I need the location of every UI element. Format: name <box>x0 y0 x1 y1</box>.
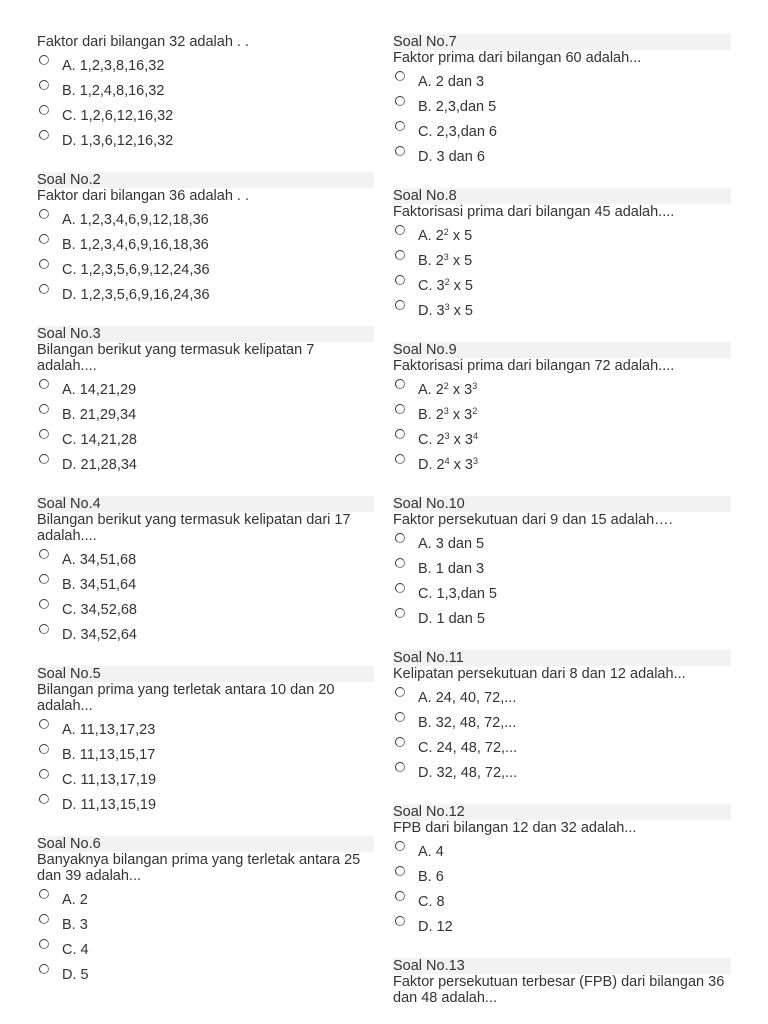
radio-button[interactable] <box>39 939 49 949</box>
answer-option[interactable] <box>37 378 374 403</box>
option-label <box>62 212 209 228</box>
answer-option[interactable] <box>37 258 374 283</box>
radio-button[interactable] <box>395 533 405 543</box>
answer-option[interactable] <box>393 378 731 403</box>
option-label <box>418 303 473 319</box>
option-label <box>62 722 155 738</box>
option-text: A. 24, 40, 72,... <box>418 690 517 706</box>
radio-button[interactable] <box>39 130 49 140</box>
radio-button[interactable] <box>39 769 49 779</box>
option-label <box>418 740 517 756</box>
radio-button[interactable] <box>395 225 405 235</box>
answer-option[interactable] <box>393 686 731 711</box>
option-text: C. 24, 48, 72,... <box>418 740 518 756</box>
question-number: Soal No.13 <box>393 958 731 974</box>
radio-button[interactable] <box>395 687 405 697</box>
option-label <box>62 967 89 983</box>
radio-button[interactable] <box>395 916 405 926</box>
radio-button[interactable] <box>39 234 49 244</box>
option-label <box>418 253 472 269</box>
radio-button[interactable] <box>395 737 405 747</box>
answer-options <box>393 378 731 478</box>
question-text: Bilangan berikut yang termasuk kelipatan 7 adalah.... <box>37 342 315 374</box>
answer-option[interactable] <box>393 145 731 170</box>
option-text: B. 2 <box>418 253 444 269</box>
question-block <box>37 496 374 648</box>
radio-button[interactable] <box>395 71 405 81</box>
option-label <box>418 586 497 602</box>
question-text: Banyaknya bilangan prima yang terletak antara 25 dan 39 adalah... <box>37 852 361 884</box>
option-text: A. 34,51,68 <box>62 552 137 568</box>
radio-button[interactable] <box>39 599 49 609</box>
question-block <box>393 958 731 1006</box>
option-text: A. 1,2,3,4,6,9,12,18,36 <box>62 212 209 228</box>
radio-button[interactable] <box>39 889 49 899</box>
question-text: Bilangan prima yang terletak antara 10 dan 20 adalah... <box>37 682 335 714</box>
option-text: B. 6 <box>418 869 444 885</box>
answer-option[interactable] <box>37 54 374 79</box>
question-block <box>37 666 374 818</box>
radio-button[interactable] <box>395 275 405 285</box>
option-label <box>418 99 496 115</box>
radio-button[interactable] <box>39 379 49 389</box>
option-text: B. 2 <box>418 407 444 423</box>
exponent: 2 <box>472 406 478 416</box>
question-block <box>393 342 731 478</box>
option-text: A. 2 dan 3 <box>418 74 485 90</box>
option-text: C. 1,3,dan 5 <box>418 586 497 602</box>
option-label <box>418 149 485 165</box>
question-block <box>37 34 374 154</box>
answer-options <box>37 378 374 478</box>
option-label <box>418 407 477 423</box>
answer-option[interactable] <box>37 913 374 938</box>
question-block <box>37 172 374 308</box>
answer-options <box>393 532 731 632</box>
option-text: D. 1,2,3,5,6,9,16,24,36 <box>62 287 210 303</box>
question-number: Soal No.6 <box>37 836 374 852</box>
option-text: D. 1 dan 5 <box>418 611 485 627</box>
exponent: 3 <box>444 302 450 312</box>
radio-button[interactable] <box>39 259 49 269</box>
answer-option[interactable] <box>393 532 731 557</box>
answer-option[interactable] <box>393 249 731 274</box>
question-text: Faktor dari bilangan 32 adalah . . <box>37 34 249 50</box>
left-question-column <box>37 34 374 1006</box>
option-label <box>62 382 136 398</box>
option-text: B. 11,13,15,17 <box>62 747 156 763</box>
option-label <box>62 747 155 763</box>
answer-option[interactable] <box>393 736 731 761</box>
radio-button[interactable] <box>395 762 405 772</box>
answer-options <box>37 718 374 818</box>
option-label <box>62 602 137 618</box>
exponent: 4 <box>444 456 450 466</box>
option-label <box>62 552 136 568</box>
option-label <box>62 457 137 473</box>
option-text: D. 3 dan 6 <box>418 149 485 165</box>
option-label <box>62 797 156 813</box>
option-label <box>418 432 478 448</box>
option-label <box>418 124 497 140</box>
option-text: A. 11,13,17,23 <box>62 722 156 738</box>
option-label <box>418 611 485 627</box>
answer-option[interactable] <box>37 598 374 623</box>
option-label <box>62 287 210 303</box>
answer-option[interactable] <box>37 743 374 768</box>
option-text: C. 1,2,6,12,16,32 <box>62 108 174 124</box>
question-number: Soal No.11 <box>393 650 731 666</box>
exponent: 4 <box>472 431 478 441</box>
answer-option[interactable] <box>393 557 731 582</box>
exponent: 2 <box>444 277 450 287</box>
question-text: Faktor persekutuan dari 9 dan 15 adalah…. <box>393 512 673 528</box>
option-label <box>418 919 453 935</box>
question-text: Kelipatan persekutuan dari 8 dan 12 adalah... <box>393 666 686 682</box>
answer-option[interactable] <box>393 428 731 453</box>
option-label <box>62 133 173 149</box>
question-block <box>393 34 731 170</box>
answer-options <box>393 224 731 324</box>
question-number: Soal No.10 <box>393 496 731 512</box>
option-label <box>62 917 88 933</box>
answer-options <box>37 888 374 988</box>
answer-option[interactable] <box>37 793 374 818</box>
radio-button[interactable] <box>395 891 405 901</box>
option-text: D. 32, 48, 72,... <box>418 765 518 781</box>
option-text: A. 4 <box>418 844 444 860</box>
question-block <box>393 650 731 786</box>
radio-button[interactable] <box>39 964 49 974</box>
radio-button[interactable] <box>395 250 405 260</box>
radio-button[interactable] <box>39 574 49 584</box>
answer-option[interactable] <box>393 840 731 865</box>
radio-button[interactable] <box>395 583 405 593</box>
question-text: Faktorisasi prima dari bilangan 72 adalah.... <box>393 358 675 374</box>
option-text: x 5 <box>448 253 473 269</box>
answer-option[interactable] <box>393 403 731 428</box>
question-block <box>37 836 374 988</box>
answer-option[interactable] <box>393 70 731 95</box>
option-text: C. 34,52,68 <box>62 602 137 618</box>
radio-button[interactable] <box>395 454 405 464</box>
answer-option[interactable] <box>37 283 374 308</box>
right-question-column <box>393 34 731 1024</box>
option-text: C. 4 <box>62 942 89 958</box>
answer-option[interactable] <box>393 761 731 786</box>
option-label <box>418 844 444 860</box>
answer-option[interactable] <box>393 274 731 299</box>
answer-option[interactable] <box>37 453 374 478</box>
exponent: 2 <box>443 381 449 391</box>
question-text: Faktorisasi prima dari bilangan 45 adalah.... <box>393 204 675 220</box>
radio-button[interactable] <box>39 209 49 219</box>
radio-button[interactable] <box>395 841 405 851</box>
radio-button[interactable] <box>39 719 49 729</box>
option-text: B. 32, 48, 72,... <box>418 715 517 731</box>
answer-option[interactable] <box>37 573 374 598</box>
option-text: D. 21,28,34 <box>62 457 137 473</box>
answer-options <box>37 54 374 154</box>
option-label <box>418 278 473 294</box>
option-label <box>62 108 173 124</box>
option-label <box>418 561 484 577</box>
answer-option[interactable] <box>37 208 374 233</box>
answer-options <box>393 840 731 940</box>
option-label <box>418 690 516 706</box>
question-number: Soal No.5 <box>37 666 374 682</box>
option-label <box>418 765 517 781</box>
radio-button[interactable] <box>39 429 49 439</box>
radio-button[interactable] <box>395 300 405 310</box>
radio-button[interactable] <box>39 80 49 90</box>
question-number: Soal No.12 <box>393 804 731 820</box>
radio-button[interactable] <box>395 712 405 722</box>
radio-button[interactable] <box>395 866 405 876</box>
question-number: Soal No.9 <box>393 342 731 358</box>
option-text: D. 3 <box>418 303 445 319</box>
option-text: A. 14,21,29 <box>62 382 137 398</box>
option-text: B. 1 dan 3 <box>418 561 485 577</box>
answer-option[interactable] <box>37 129 374 154</box>
answer-option[interactable] <box>393 95 731 120</box>
radio-button[interactable] <box>39 105 49 115</box>
option-text: C. 1,2,3,5,6,9,12,24,36 <box>62 262 210 278</box>
question-number: Soal No.8 <box>393 188 731 204</box>
option-text: A. 2 <box>418 228 444 244</box>
answer-options <box>37 548 374 648</box>
answer-option[interactable] <box>37 623 374 648</box>
question-block <box>37 326 374 478</box>
answer-option[interactable] <box>37 233 374 258</box>
option-text: D. 5 <box>62 967 89 983</box>
option-label <box>418 74 484 90</box>
answer-option[interactable] <box>393 915 731 940</box>
option-label <box>418 457 478 473</box>
option-text: B. 2,3,dan 5 <box>418 99 497 115</box>
answer-option[interactable] <box>393 120 731 145</box>
option-label <box>62 237 209 253</box>
question-text: FPB dari bilangan 12 dan 32 adalah... <box>393 820 637 836</box>
option-text: D. 1,3,6,12,16,32 <box>62 133 174 149</box>
radio-button[interactable] <box>39 744 49 754</box>
answer-option[interactable] <box>37 104 374 129</box>
radio-button[interactable] <box>395 96 405 106</box>
radio-button[interactable] <box>395 558 405 568</box>
radio-button[interactable] <box>39 454 49 464</box>
exponent: 3 <box>444 431 450 441</box>
question-number: Soal No.2 <box>37 172 374 188</box>
option-label <box>62 432 137 448</box>
option-text: B. 1,2,4,8,16,32 <box>62 83 165 99</box>
question-text: Faktor persekutuan terbesar (FPB) dari bilangan 36 dan 48 adalah... <box>393 974 725 1006</box>
option-label <box>418 228 472 244</box>
exponent: 3 <box>472 381 478 391</box>
option-text: x 3 <box>448 407 473 423</box>
option-label <box>418 869 444 885</box>
answer-option[interactable] <box>37 548 374 573</box>
option-text: C. 11,13,17,19 <box>62 772 157 788</box>
option-text: C. 14,21,28 <box>62 432 137 448</box>
question-text: Faktor prima dari bilangan 60 adalah... <box>393 50 642 66</box>
question-number: Soal No.7 <box>393 34 731 50</box>
exponent: 3 <box>472 456 478 466</box>
option-label <box>62 58 164 74</box>
radio-button[interactable] <box>39 284 49 294</box>
option-label <box>418 536 484 552</box>
option-text: D. 12 <box>418 919 453 935</box>
radio-button[interactable] <box>395 379 405 389</box>
answer-option[interactable] <box>37 428 374 453</box>
option-label <box>62 892 88 908</box>
radio-button[interactable] <box>39 794 49 804</box>
option-text: x 5 <box>449 303 473 319</box>
answer-options <box>393 686 731 786</box>
option-text: B. 34,51,64 <box>62 577 137 593</box>
exponent: 3 <box>443 252 449 262</box>
radio-button[interactable] <box>39 404 49 414</box>
radio-button[interactable] <box>395 146 405 156</box>
option-text: A. 2 <box>418 382 444 398</box>
option-text: C. 2,3,dan 6 <box>418 124 497 140</box>
answer-option[interactable] <box>393 453 731 478</box>
option-text: A. 1,2,3,8,16,32 <box>62 58 165 74</box>
exponent: 3 <box>443 406 449 416</box>
option-text: C. 8 <box>418 894 445 910</box>
option-text: B. 3 <box>62 917 88 933</box>
answer-options <box>393 70 731 170</box>
option-text: D. 34,52,64 <box>62 627 137 643</box>
answer-option[interactable] <box>37 938 374 963</box>
answer-option[interactable] <box>393 711 731 736</box>
radio-button[interactable] <box>395 429 405 439</box>
option-label <box>62 407 136 423</box>
answer-option[interactable] <box>37 963 374 988</box>
option-label <box>418 382 477 398</box>
option-label <box>62 772 156 788</box>
answer-option[interactable] <box>37 718 374 743</box>
answer-option[interactable] <box>393 865 731 890</box>
exponent: 2 <box>443 227 449 237</box>
answer-option[interactable] <box>393 224 731 249</box>
option-text: D. 2 <box>418 457 445 473</box>
answer-option[interactable] <box>393 582 731 607</box>
option-text: B. 1,2,3,4,6,9,16,18,36 <box>62 237 209 253</box>
question-block <box>393 188 731 324</box>
answer-option[interactable] <box>393 890 731 915</box>
option-text: x 5 <box>448 228 473 244</box>
option-label <box>62 262 210 278</box>
radio-button[interactable] <box>39 55 49 65</box>
answer-option[interactable] <box>393 299 731 324</box>
option-text: C. 2 <box>418 432 445 448</box>
option-text: x 3 <box>449 432 473 448</box>
option-text: x 5 <box>449 278 473 294</box>
answer-options <box>37 208 374 308</box>
radio-button[interactable] <box>39 624 49 634</box>
option-text: A. 3 dan 5 <box>418 536 485 552</box>
option-text: x 3 <box>448 382 473 398</box>
answer-option[interactable] <box>37 79 374 104</box>
radio-button[interactable] <box>395 608 405 618</box>
option-label <box>418 894 445 910</box>
option-label <box>62 83 164 99</box>
question-number: Soal No.4 <box>37 496 374 512</box>
option-label <box>62 942 89 958</box>
radio-button[interactable] <box>395 404 405 414</box>
radio-button[interactable] <box>39 549 49 559</box>
option-label <box>62 577 136 593</box>
answer-option[interactable] <box>37 768 374 793</box>
answer-option[interactable] <box>393 607 731 632</box>
option-text: C. 3 <box>418 278 445 294</box>
answer-option[interactable] <box>37 403 374 428</box>
option-text: x 3 <box>449 457 473 473</box>
option-label <box>418 715 516 731</box>
question-number: Soal No.3 <box>37 326 374 342</box>
option-text: A. 2 <box>62 892 88 908</box>
question-block <box>393 804 731 940</box>
option-label <box>62 627 137 643</box>
option-text: D. 11,13,15,19 <box>62 797 157 813</box>
question-block <box>393 496 731 632</box>
option-text: B. 21,29,34 <box>62 407 137 423</box>
question-text: Faktor dari bilangan 36 adalah . . <box>37 188 249 204</box>
answer-option[interactable] <box>37 888 374 913</box>
radio-button[interactable] <box>395 121 405 131</box>
question-text: Bilangan berikut yang termasuk kelipatan dari 17 adalah.... <box>37 512 351 544</box>
radio-button[interactable] <box>39 914 49 924</box>
